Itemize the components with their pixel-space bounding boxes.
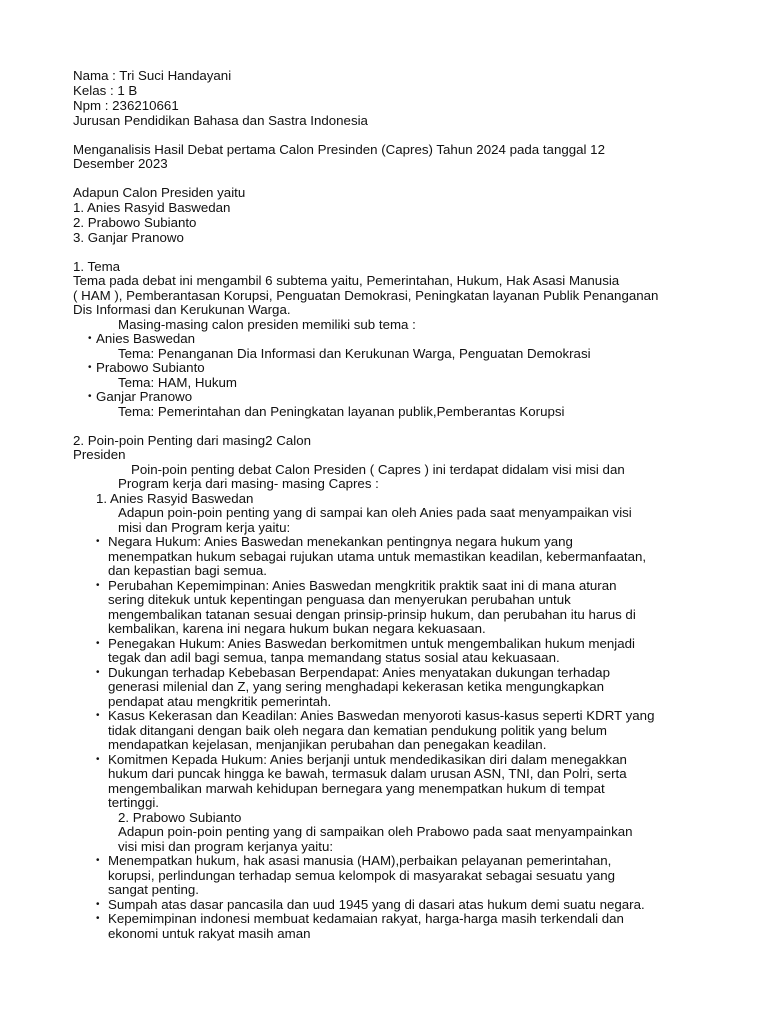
subtheme-candidate-name: Prabowo Subianto: [96, 360, 205, 375]
anies-point-line: Perubahan Kepemimpinan: Anies Baswedan mengkritik praktik saat ini di mana aturan: [108, 578, 617, 593]
section-2-heading-line-2: Presiden: [73, 447, 126, 462]
subtheme-text: Tema: Penanganan Dia Informasi dan Kerukunan Warga, Penguatan Demokrasi: [118, 346, 591, 361]
student-major: Jurusan Pendidikan Bahasa dan Sastra Indonesia: [73, 113, 368, 128]
prabowo-point-line: sangat penting.: [108, 882, 199, 897]
prabowo-point-line: ekonomi untuk rakyat masih aman: [108, 926, 311, 941]
anies-point-line: tidak ditangani dengan baik oleh negara dan kematian pendukung politik yang belum: [108, 723, 607, 738]
prabowo-point-line: Kepemimpinan indonesi membuat kedamaian rakyat, harga-harga masih terkendali dan: [108, 911, 624, 926]
section-1-subtheme-lead: Masing-masing calon presiden memiliki sub tema :: [118, 317, 416, 332]
prabowo-point-line: korupsi, perlindungan terhadap semua kelompok di masyarakat sebagai sesuatu yang: [108, 868, 616, 883]
bullet: •: [96, 913, 100, 924]
section-2-intro-line: Program kerja dari masing- masing Capres :: [118, 476, 379, 491]
bullet: •: [96, 754, 100, 765]
prabowo-point-line: Menempatkan hukum, hak asasi manusia (HAM),perbaikan pelayanan pemerintahan,: [108, 853, 612, 868]
section-1-paragraph-line: ( HAM ), Pemberantasan Korupsi, Penguatan Demokrasi, Peningkatan layanan Publik Penanganan: [73, 288, 659, 303]
section-1-heading: 1. Tema: [73, 259, 121, 274]
subtheme-text: Tema: Pemerintahan dan Peningkatan layanan publik,Pemberantas Korupsi: [118, 404, 565, 419]
anies-point-line: Komitmen Kepada Hukum: Anies berjanji untuk mendedikasikan diri dalam menegakkan: [108, 752, 627, 767]
section-2-heading-line-1: 2. Poin-poin Penting dari masing2 Calon: [73, 433, 312, 448]
anies-point-line: mengembalikan tatanan sesuai dengan prinsip-prinsip hukum, dan perubahan itu harus di: [108, 607, 636, 622]
candidate-item: 2. Prabowo Subianto: [73, 215, 197, 230]
student-class: Kelas : 1 B: [73, 83, 138, 98]
bullet: •: [96, 536, 100, 547]
anies-point-line: hukum dari puncak hingga ke bawah, termasuk dalam urusan ASN, TNI, dan Polri, serta: [108, 766, 627, 781]
anies-intro-line: misi dan Program kerja yaitu:: [118, 520, 291, 535]
prabowo-intro-line: visi misi dan program kerjanya yaitu:: [118, 839, 334, 854]
anies-point-line: kembalikan, karena ini negara hukum bukan negara kekuasaan.: [108, 621, 486, 636]
anies-point-line: tegak dan adil bagi semua, tanpa memandang status sosial atau kekuasaan.: [108, 650, 560, 665]
anies-point-line: Negara Hukum: Anies Baswedan menekankan pentingnya negara hukum yang: [108, 534, 573, 549]
student-name: Nama : Tri Suci Handayani: [73, 68, 232, 83]
anies-point-line: dan kepastian bagi semua.: [108, 563, 267, 578]
anies-point-line: mengembalikan marwah kehidupan bernegara yang menempatkan hukum di tempat: [108, 781, 605, 796]
subtheme-text: Tema: HAM, Hukum: [118, 375, 237, 390]
anies-point-line: tertinggi.: [108, 795, 159, 810]
bullet: •: [88, 333, 92, 344]
section-1-paragraph-line: Tema pada debat ini mengambil 6 subtema yaitu, Pemerintahan, Hukum, Hak Asasi Manusia: [73, 273, 620, 288]
anies-point-line: Penegakan Hukum: Anies Baswedan berkomitmen untuk mengembalikan hukum menjadi: [108, 636, 635, 651]
bullet: •: [88, 362, 92, 373]
anies-heading: 1. Anies Rasyid Baswedan: [96, 491, 254, 506]
bullet: •: [96, 638, 100, 649]
anies-point-line: pendapat atau mengkritik pemerintah.: [108, 694, 332, 709]
candidate-item: 1. Anies Rasyid Baswedan: [73, 200, 231, 215]
student-npm: Npm : 236210661: [73, 98, 179, 113]
anies-point-line: Kasus Kekerasan dan Keadilan: Anies Baswedan menyoroti kasus-kasus seperti KDRT yang: [108, 708, 655, 723]
section-2-intro-line: Poin-poin penting debat Calon Presiden ( Capres ) ini terdapat didalam visi misi dan: [131, 462, 625, 477]
subtheme-candidate-name: Anies Baswedan: [96, 331, 196, 346]
prabowo-point-line: Sumpah atas dasar pancasila dan uud 1945 yang di dasari atas hukum demi suatu negara.: [108, 897, 645, 912]
bullet: •: [96, 580, 100, 591]
bullet: •: [88, 391, 92, 402]
subtheme-candidate-name: Ganjar Pranowo: [96, 389, 193, 404]
bullet: •: [96, 855, 100, 866]
bullet: •: [96, 899, 100, 910]
anies-point-line: Dukungan terhadap Kebebasan Berpendapat: Anies menyatakan dukungan terhadap: [108, 665, 610, 680]
prabowo-intro-line: Adapun poin-poin penting yang di sampaikan oleh Prabowo pada saat menyampainkan: [118, 824, 633, 839]
anies-point-line: mendapatkan kejelasan, menjanjikan perubahan dan penegakan keadilan.: [108, 737, 547, 752]
candidate-item: 3. Ganjar Pranowo: [73, 230, 184, 245]
anies-point-line: menempatkan hukum sebagai rujukan utama untuk memastikan keadilan, kebermanfaatan,: [108, 549, 647, 564]
prabowo-heading: 2. Prabowo Subianto: [118, 810, 242, 825]
anies-intro-line: Adapun poin-poin penting yang di sampai kan oleh Anies pada saat menyampaikan visi: [118, 505, 632, 520]
document-title-line-1: Menganalisis Hasil Debat pertama Calon Presinden (Capres) Tahun 2024 pada tanggal 12: [73, 142, 605, 157]
section-1-paragraph-line: Dis Informasi dan Kerukunan Warga.: [73, 302, 291, 317]
anies-point-line: generasi milenial dan Z, yang sering menghadapi kekerasan ketika mengungkapkan: [108, 679, 604, 694]
bullet: •: [96, 710, 100, 721]
bullet: •: [96, 667, 100, 678]
candidates-intro: Adapun Calon Presiden yaitu: [73, 185, 246, 200]
anies-point-line: sering ditekuk untuk kepentingan penguasa dan menyerukan perubahan untuk: [108, 592, 571, 607]
document-title-line-2: Desember 2023: [73, 156, 168, 171]
